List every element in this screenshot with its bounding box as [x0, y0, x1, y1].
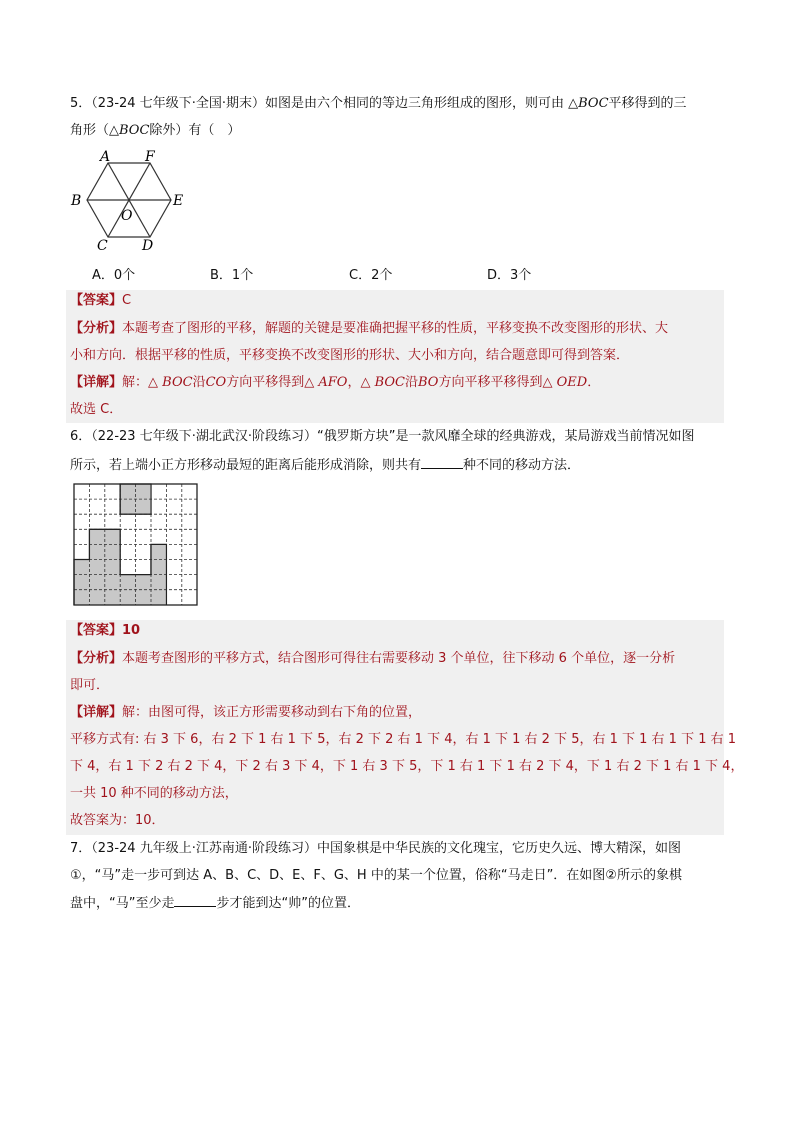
q6-number: 6．	[70, 429, 92, 444]
label-b: B	[71, 193, 82, 209]
q7-line-3: 盘中，“马”至少走 步才能到达“帅”的位置．	[70, 893, 360, 914]
q6-detail-4: 一共 10 种不同的移动方法，	[70, 786, 238, 801]
q5-analysis-2: 小和方向．根据平移的性质，平移变换不改变图形的形状、大小和方向，结合题意即可得到答案．	[70, 348, 630, 363]
q5-option-d[interactable]: D．3个	[487, 268, 532, 283]
q6-line-1: 6．（22-23 七年级下·湖北武汉·阶段练习）“俄罗斯方块”是一款风靡全球的经典游戏，某局游戏当前情况如图	[70, 429, 695, 444]
q6-answer: 【答案】10	[70, 623, 141, 638]
q5-number: 5．	[70, 96, 92, 111]
q5-line-2: 角形（△BOC除外）有（ ）	[70, 123, 241, 138]
answer-blank[interactable]	[174, 893, 216, 907]
q7-line-1: 7．（23-24 九年级上·江苏南通·阶段练习）中国象棋是中华民族的文化瑰宝，它历史久远、博大精深，如图	[70, 841, 681, 856]
q5-conclusion: 故选 C．	[70, 402, 123, 417]
q7-number: 7．	[70, 841, 92, 856]
q5-option-b[interactable]: B．1个	[210, 268, 254, 283]
q6-source: （22-23 七年级下·湖北武汉·阶段练习）	[91, 429, 317, 444]
q6-detail-2: 平移方式有: 右 3 下 6，右 2 下 1 右 1 下 5，右 2 下 2 右 1 下 4，右 1 下 1 右 2 下 5，右 1 下 1 右 1 下 1 右 1	[70, 732, 737, 747]
label-a: A	[100, 149, 111, 165]
label-e: E	[173, 193, 184, 209]
q7-line-2: ①，“马”走一步可到达 A、B、C、D、E、F、G、H 中的某一个位置，俗称“马走日”．在如图②所示的象棋	[70, 868, 682, 883]
tetris-grid-figure	[73, 483, 199, 607]
q5-answer: 【答案】C	[70, 293, 132, 308]
label-c: C	[97, 238, 108, 254]
q5-option-a[interactable]: A．0个	[92, 268, 136, 283]
filled-block	[74, 559, 89, 604]
q5-source: （23-24 七年级下·全国·期末）	[91, 96, 265, 111]
q6-detail-1: 【详解】解：由图可得，该正方形需要移动到右下角的位置，	[70, 705, 422, 720]
label-o: O	[121, 208, 133, 224]
q5-analysis-1: 【分析】本题考查了图形的平移，解题的关键是要准确把握平移的性质，平移变换不改变图形的形状、大	[70, 321, 669, 336]
hexagon-figure	[66, 148, 196, 258]
q5-option-c[interactable]: C．2个	[349, 268, 393, 283]
label-d: D	[142, 238, 154, 254]
q6-line-2: 所示，若上端小正方形移动最短的距离后能形成消除，则共有 种不同的移动方法．	[70, 455, 580, 476]
q6-conclusion: 故答案为：10．	[70, 813, 165, 828]
q5-detail: 【详解】解：△ BOC沿CO方向平移得到△ AFO，△ BOC沿BO方向平移平移得到△ OED．	[70, 375, 601, 390]
answer-blank[interactable]	[421, 455, 463, 469]
q5-line-1: 5．（23-24 七年级下·全国·期末）如图是由六个相同的等边三角形组成的图形，则可由 △BOC平移得到的三	[70, 96, 687, 111]
q6-analysis-1: 【分析】本题考查图形的平移方式，结合图形可得往右需要移动 3 个单位，往下移动 6 个单位，逐一分析	[70, 651, 676, 666]
filled-block	[150, 544, 165, 604]
q6-analysis-2: 即可．	[70, 678, 110, 693]
label-f: F	[145, 149, 155, 165]
q6-detail-3: 下 4，右 1 下 2 右 2 下 4，下 2 右 3 下 4，下 1 右 3 下 5，下 1 右 1 下 1 右 2 下 4，下 1 右 2 下 1 右 1 下 4，	[70, 759, 744, 774]
q7-source: （23-24 九年级上·江苏南通·阶段练习）	[91, 841, 317, 856]
